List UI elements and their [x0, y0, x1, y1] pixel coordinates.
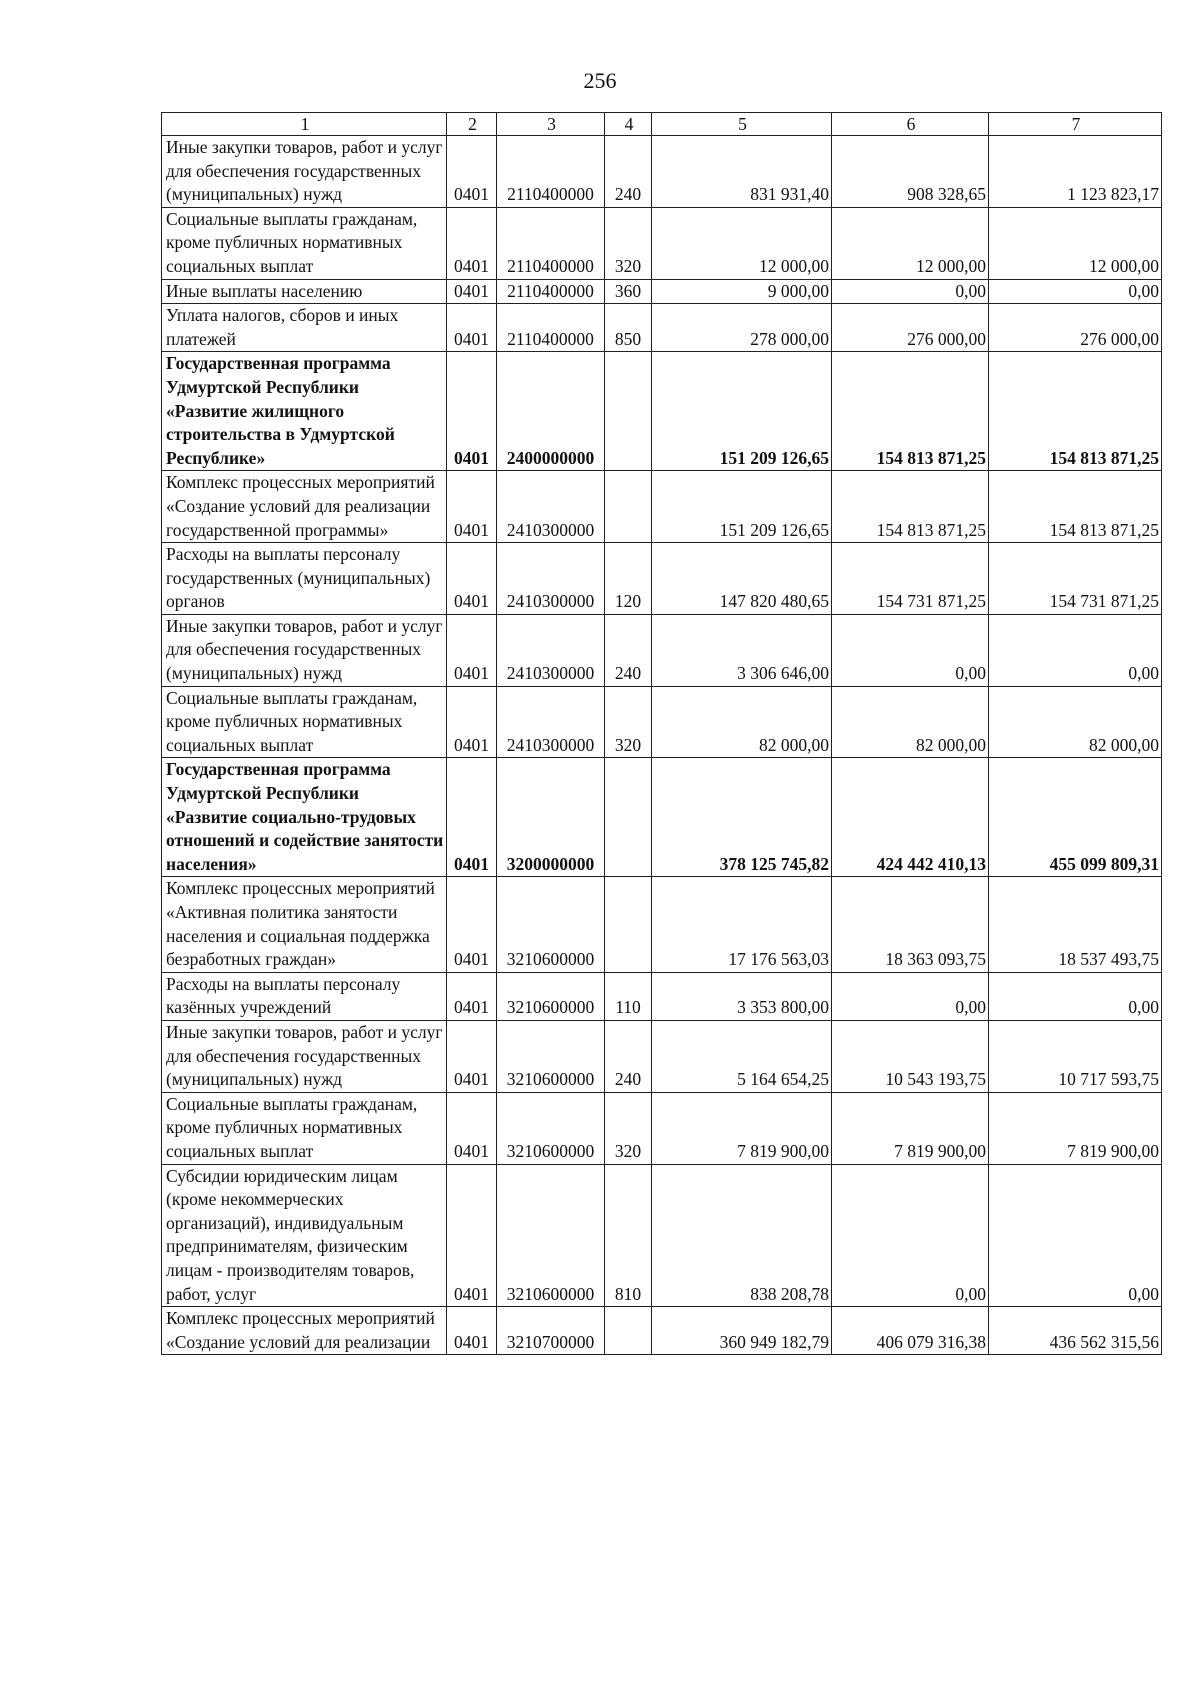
amount-year2-cell: 424 442 410,13: [832, 758, 989, 877]
section-code-cell: 0401: [447, 207, 497, 279]
target-article-cell: 2410300000: [497, 471, 605, 543]
section-code-cell: 0401: [447, 352, 497, 471]
amount-year3-cell: 18 537 493,75: [989, 877, 1162, 972]
section-code-cell: 0401: [447, 758, 497, 877]
row-name-cell: Уплата налогов, сборов и иных платежей: [162, 304, 447, 352]
amount-year3-cell: 12 000,00: [989, 207, 1162, 279]
section-code-cell: 0401: [447, 543, 497, 615]
amount-year1-cell: 7 819 900,00: [652, 1092, 832, 1164]
row-name-cell: Социальные выплаты гражданам, кроме публичных нормативных социальных выплат: [162, 686, 447, 758]
table-row: [162, 207, 1162, 279]
column-header: 2: [447, 113, 497, 136]
row-name-cell: Иные закупки товаров, работ и услуг для обеспечения государственных (муниципальных) нужд: [162, 614, 447, 686]
amount-year1-cell: 831 931,40: [652, 136, 832, 208]
table-row: [162, 279, 1162, 304]
target-article-cell: 3210600000: [497, 1164, 605, 1307]
table-row: [162, 877, 1162, 972]
amount-year3-cell: 7 819 900,00: [989, 1092, 1162, 1164]
amount-year1-cell: 82 000,00: [652, 686, 832, 758]
row-name-cell: Государственная программа Удмуртской Республики «Развитие жилищного строительства в Удмуртской Республике»: [162, 352, 447, 471]
target-article-cell: 3210600000: [497, 1092, 605, 1164]
expense-type-cell: 240: [605, 136, 652, 208]
amount-year3-cell: 0,00: [989, 1164, 1162, 1307]
expense-type-cell: [605, 758, 652, 877]
row-name-cell: Государственная программа Удмуртской Республики «Развитие социально-трудовых отношений и содействие занятости населения»: [162, 758, 447, 877]
amount-year1-cell: 12 000,00: [652, 207, 832, 279]
column-header: 3: [497, 113, 605, 136]
row-name-cell: Иные выплаты населению: [162, 279, 447, 304]
table-row: [162, 686, 1162, 758]
section-code-cell: 0401: [447, 136, 497, 208]
amount-year2-cell: 0,00: [832, 972, 989, 1020]
section-code-cell: 0401: [447, 1164, 497, 1307]
table-row: [162, 972, 1162, 1020]
amount-year1-cell: 9 000,00: [652, 279, 832, 304]
target-article-cell: 2410300000: [497, 686, 605, 758]
section-code-cell: 0401: [447, 686, 497, 758]
amount-year3-cell: 0,00: [989, 279, 1162, 304]
amount-year2-cell: 10 543 193,75: [832, 1020, 989, 1092]
target-article-cell: 3210600000: [497, 1020, 605, 1092]
expense-type-cell: 110: [605, 972, 652, 1020]
row-name-cell: Комплекс процессных мероприятий «Создание условий для реализации: [162, 1307, 447, 1355]
row-name-cell: Расходы на выплаты персоналу государственных (муниципальных) органов: [162, 543, 447, 615]
expense-type-cell: 360: [605, 279, 652, 304]
table-row: [162, 543, 1162, 615]
expense-type-cell: 120: [605, 543, 652, 615]
amount-year3-cell: 154 731 871,25: [989, 543, 1162, 615]
expense-type-cell: 320: [605, 1092, 652, 1164]
section-code-cell: 0401: [447, 877, 497, 972]
amount-year1-cell: 378 125 745,82: [652, 758, 832, 877]
amount-year2-cell: 154 813 871,25: [832, 471, 989, 543]
section-code-cell: 0401: [447, 471, 497, 543]
amount-year3-cell: 0,00: [989, 972, 1162, 1020]
expense-type-cell: [605, 471, 652, 543]
target-article-cell: 2410300000: [497, 614, 605, 686]
table-row: [162, 136, 1162, 208]
page-number: 256: [583, 68, 617, 93]
target-article-cell: 3210600000: [497, 877, 605, 972]
amount-year2-cell: 0,00: [832, 279, 989, 304]
amount-year1-cell: 5 164 654,25: [652, 1020, 832, 1092]
row-name-cell: Иные закупки товаров, работ и услуг для обеспечения государственных (муниципальных) нужд: [162, 136, 447, 208]
table-row: [162, 1092, 1162, 1164]
amount-year1-cell: 3 306 646,00: [652, 614, 832, 686]
table-row: [162, 352, 1162, 471]
amount-year3-cell: 455 099 809,31: [989, 758, 1162, 877]
amount-year2-cell: 0,00: [832, 614, 989, 686]
row-name-cell: Иные закупки товаров, работ и услуг для обеспечения государственных (муниципальных) нужд: [162, 1020, 447, 1092]
budget-table: [161, 112, 1162, 1355]
amount-year1-cell: 3 353 800,00: [652, 972, 832, 1020]
amount-year2-cell: 154 731 871,25: [832, 543, 989, 615]
expense-type-cell: [605, 352, 652, 471]
target-article-cell: 3200000000: [497, 758, 605, 877]
amount-year2-cell: 154 813 871,25: [832, 352, 989, 471]
amount-year2-cell: 276 000,00: [832, 304, 989, 352]
column-header: 6: [832, 113, 989, 136]
amount-year1-cell: 151 209 126,65: [652, 471, 832, 543]
target-article-cell: 2410300000: [497, 543, 605, 615]
expense-type-cell: 240: [605, 614, 652, 686]
amount-year1-cell: 151 209 126,65: [652, 352, 832, 471]
table-row: [162, 1020, 1162, 1092]
amount-year2-cell: 18 363 093,75: [832, 877, 989, 972]
amount-year2-cell: 82 000,00: [832, 686, 989, 758]
section-code-cell: 0401: [447, 1092, 497, 1164]
expense-type-cell: [605, 877, 652, 972]
table-row: [162, 1307, 1162, 1355]
row-name-cell: Социальные выплаты гражданам, кроме публичных нормативных социальных выплат: [162, 207, 447, 279]
amount-year3-cell: 436 562 315,56: [989, 1307, 1162, 1355]
amount-year2-cell: 7 819 900,00: [832, 1092, 989, 1164]
amount-year3-cell: 154 813 871,25: [989, 471, 1162, 543]
section-code-cell: 0401: [447, 1020, 497, 1092]
target-article-cell: 2110400000: [497, 207, 605, 279]
target-article-cell: 2110400000: [497, 136, 605, 208]
amount-year2-cell: 406 079 316,38: [832, 1307, 989, 1355]
expense-type-cell: 810: [605, 1164, 652, 1307]
amount-year3-cell: 10 717 593,75: [989, 1020, 1162, 1092]
expense-type-cell: 320: [605, 207, 652, 279]
table-row: [162, 1164, 1162, 1307]
amount-year3-cell: 276 000,00: [989, 304, 1162, 352]
expense-type-cell: 850: [605, 304, 652, 352]
target-article-cell: 2110400000: [497, 304, 605, 352]
amount-year1-cell: 360 949 182,79: [652, 1307, 832, 1355]
amount-year1-cell: 278 000,00: [652, 304, 832, 352]
amount-year3-cell: 82 000,00: [989, 686, 1162, 758]
amount-year3-cell: 1 123 823,17: [989, 136, 1162, 208]
amount-year1-cell: 147 820 480,65: [652, 543, 832, 615]
column-header: 5: [652, 113, 832, 136]
row-name-cell: Субсидии юридическим лицам (кроме некоммерческих организаций), индивидуальным предпринимателям, физическим лицам - производителям товаров, работ, услуг: [162, 1164, 447, 1307]
target-article-cell: 3210700000: [497, 1307, 605, 1355]
expense-type-cell: 240: [605, 1020, 652, 1092]
target-article-cell: 2400000000: [497, 352, 605, 471]
header-row: [162, 113, 1162, 136]
row-name-cell: Расходы на выплаты персоналу казённых учреждений: [162, 972, 447, 1020]
amount-year3-cell: 154 813 871,25: [989, 352, 1162, 471]
expense-type-cell: [605, 1307, 652, 1355]
amount-year1-cell: 838 208,78: [652, 1164, 832, 1307]
table-row: [162, 471, 1162, 543]
amount-year2-cell: 12 000,00: [832, 207, 989, 279]
amount-year1-cell: 17 176 563,03: [652, 877, 832, 972]
target-article-cell: 2110400000: [497, 279, 605, 304]
row-name-cell: Комплекс процессных мероприятий «Активная политика занятости населения и социальная поддержка безработных граждан»: [162, 877, 447, 972]
section-code-cell: 0401: [447, 1307, 497, 1355]
table-row: [162, 304, 1162, 352]
column-header: 4: [605, 113, 652, 136]
amount-year2-cell: 0,00: [832, 1164, 989, 1307]
expense-type-cell: 320: [605, 686, 652, 758]
column-header: 7: [989, 113, 1162, 136]
row-name-cell: Комплекс процессных мероприятий «Создание условий для реализации государственной программы»: [162, 471, 447, 543]
row-name-cell: Социальные выплаты гражданам, кроме публичных нормативных социальных выплат: [162, 1092, 447, 1164]
section-code-cell: 0401: [447, 279, 497, 304]
column-header: 1: [162, 113, 447, 136]
amount-year2-cell: 908 328,65: [832, 136, 989, 208]
table-row: [162, 758, 1162, 877]
target-article-cell: 3210600000: [497, 972, 605, 1020]
section-code-cell: 0401: [447, 972, 497, 1020]
table-row: [162, 614, 1162, 686]
section-code-cell: 0401: [447, 614, 497, 686]
amount-year3-cell: 0,00: [989, 614, 1162, 686]
section-code-cell: 0401: [447, 304, 497, 352]
